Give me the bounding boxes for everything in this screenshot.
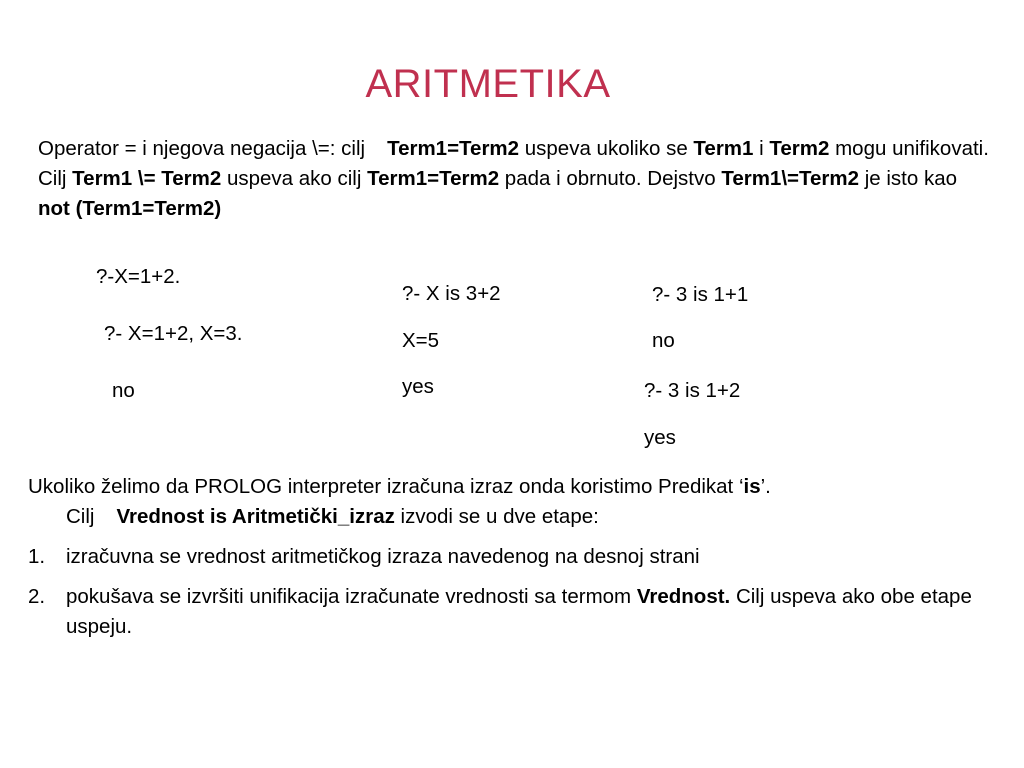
step-2: [28, 582, 998, 642]
slide-title: ARITMETIKA: [365, 62, 611, 106]
step-2-text-pre: pokušava se izvršiti unifikacija izračunate vrednosti sa termom: [66, 585, 637, 608]
example-answer-no: no: [112, 379, 135, 402]
intro-term-1: Term1=Term2: [387, 137, 520, 160]
example-query-2: ?- X=1+2, X=3.: [104, 322, 243, 345]
example-query-1: ?-X=1+2.: [96, 265, 181, 288]
intro-text-1: Operator = i njegova negacija \=: cilj: [38, 137, 366, 160]
is-predicate-explanation: [28, 472, 998, 642]
goal-label: Cilj: [66, 505, 95, 528]
example-answer-no-2: no: [652, 329, 675, 352]
intro-text-2: uspeva ukoliko se: [519, 137, 694, 160]
intro-text-5: uspeva ako cilj: [221, 167, 368, 190]
example-answer-x5: X=5: [402, 329, 440, 352]
intro-term-4: Term1 \= Term2: [72, 167, 222, 190]
goal-line: [28, 502, 998, 532]
is-keyword: is: [743, 475, 761, 498]
step-2-text-post: Cilj uspeva ako obe etape uspeju.: [66, 585, 972, 638]
step-2-number: 2.: [28, 585, 46, 608]
example-answer-yes-2: yes: [644, 426, 676, 449]
intro-term-5: Term1=Term2: [367, 167, 500, 190]
intro-term-2: Term1: [693, 137, 754, 160]
intro-text-4: mogu unifikovati. Cilj: [38, 137, 989, 190]
intro-term-7: not (Term1=Term2): [38, 197, 222, 220]
is-intro-end: ’.: [760, 475, 771, 498]
intro-text-6: pada i obrnuto. Dejstvo: [499, 167, 722, 190]
example-query-3-is-1-plus-2: ?- 3 is 1+2: [644, 379, 741, 402]
example-query-3-is-1-plus-1: ?- 3 is 1+1: [652, 283, 749, 306]
intro-term-6: Term1\=Term2: [721, 167, 860, 190]
goal-text: izvodi se u dve etape:: [394, 505, 599, 528]
is-intro-text: Ukoliko želimo da PROLOG interpreter izračuna izraz onda koristimo Predikat ‘: [28, 475, 744, 498]
goal-expression: Vrednost is Aritmetički_izraz: [116, 505, 395, 528]
intro-text-3: i: [753, 137, 770, 160]
example-query-is: ?- X is 3+2: [402, 282, 501, 305]
step-1-text: izračuvna se vrednost aritmetičkog izraza navedenog na desnoj strani: [66, 545, 700, 568]
step-2-term: Vrednost.: [636, 585, 731, 608]
step-1-number: 1.: [28, 545, 46, 568]
is-intro-line: [28, 472, 998, 502]
intro-text-7: je isto kao: [859, 167, 963, 190]
step-2-text: [66, 582, 998, 642]
example-answer-yes: yes: [402, 375, 434, 398]
intro-term-3: Term2: [769, 137, 830, 160]
intro-paragraph: [38, 134, 998, 224]
step-1: [28, 542, 998, 572]
